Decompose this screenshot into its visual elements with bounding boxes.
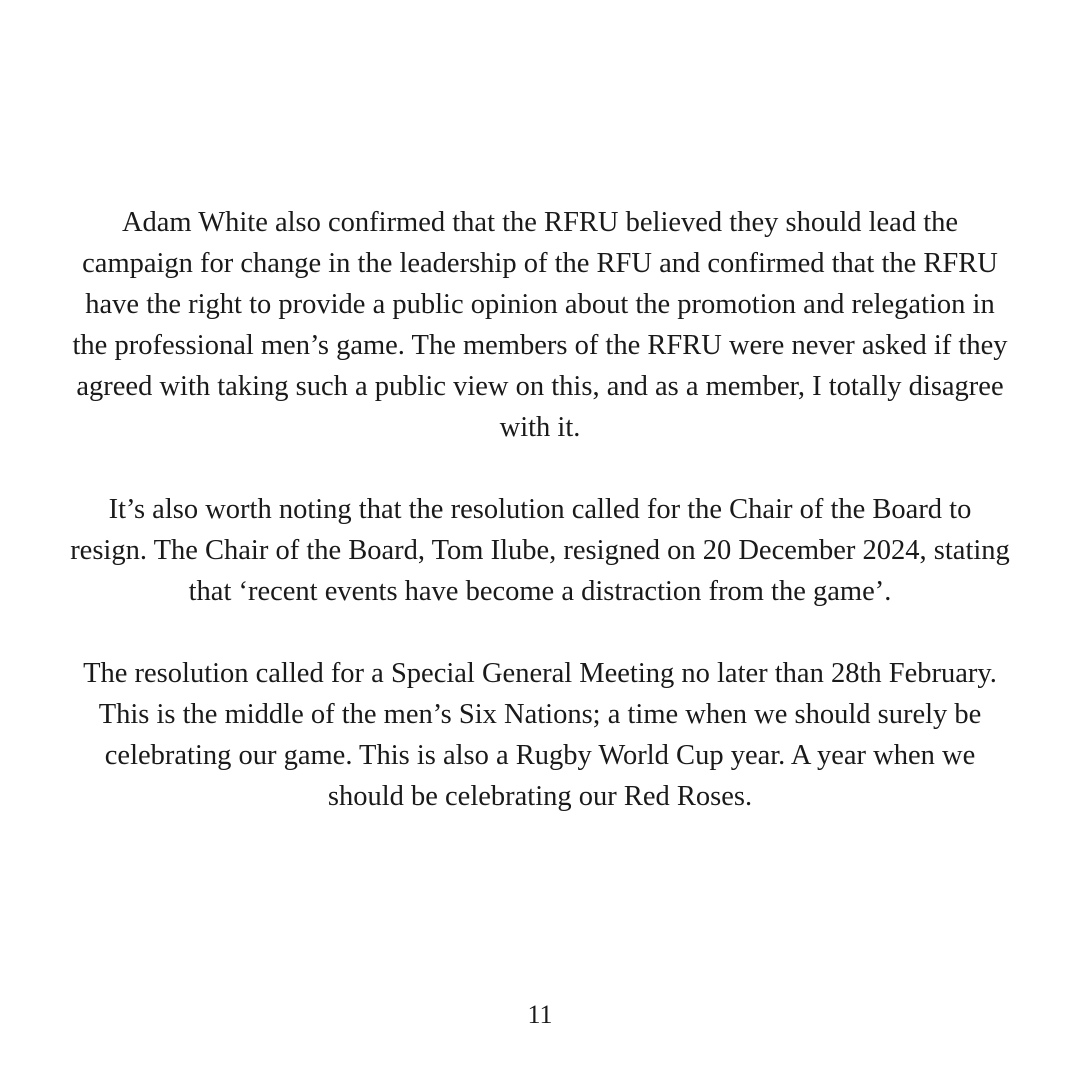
page-number: 11: [527, 1000, 553, 1029]
paragraph-2: It’s also worth noting that the resolution called for the Chair of the Board to resign. The Chair of the Board, Tom Ilube, resigned on 20 December 2024, stating that ‘recent events have become a distraction from the game’.: [70, 494, 1010, 607]
body-text: [70, 202, 1010, 817]
paragraph-3: The resolution called for a Special General Meeting no later than 28th February. This is the middle of the men’s Six Nations; a time when we should surely be celebrating our game. This is also a Rugby World Cup year. A year when we should be celebrating our Red Roses.: [83, 658, 997, 812]
paragraph-1: Adam White also confirmed that the RFRU believed they should lead the campaign for change in the leadership of the RFU and confirmed that the RFRU have the right to provide a public opinion about the promotion and relegation in the professional men’s game. The members of the RFRU were never asked if they agreed with taking such a public view on this, and as a member, I totally disagree with it.: [72, 207, 1008, 443]
